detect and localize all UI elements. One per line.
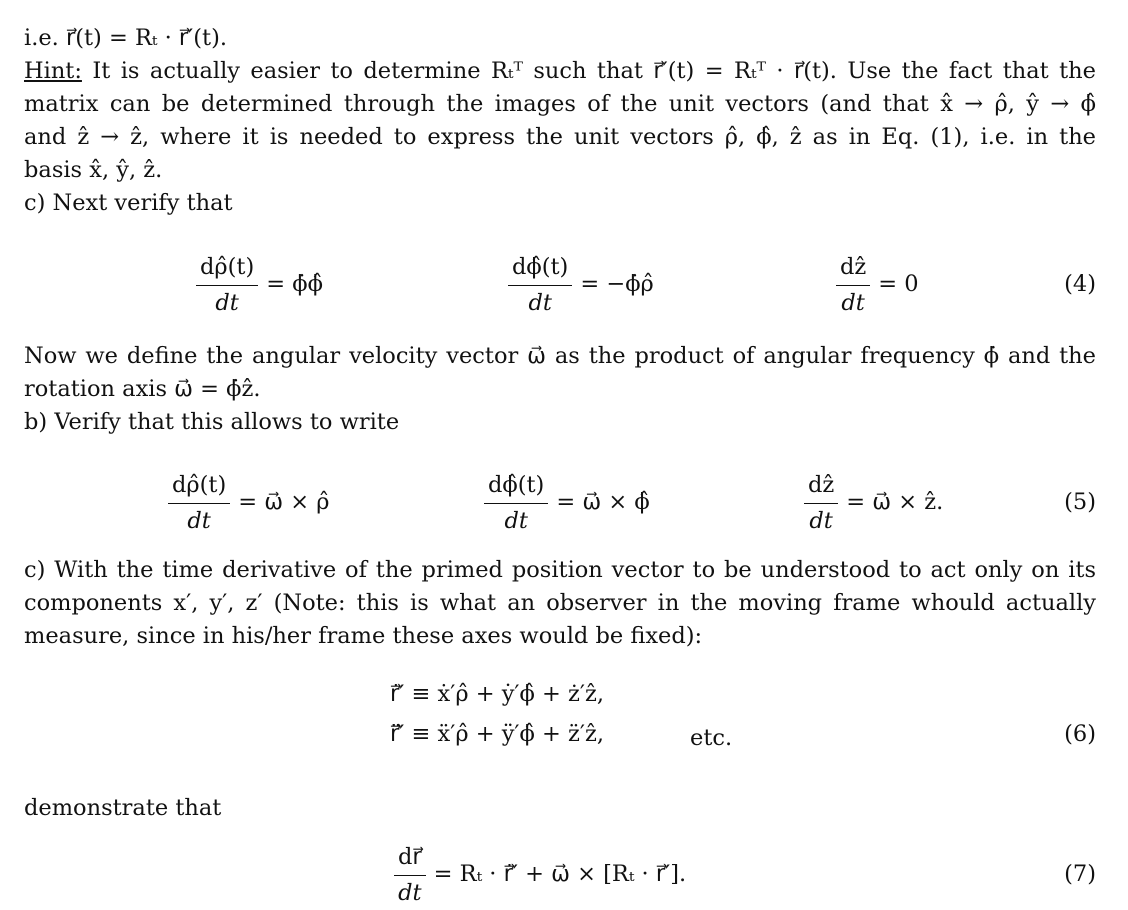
eq5-c-numerator: dẑ [804, 471, 838, 504]
text-line-13: demonstrate that [24, 795, 222, 821]
text-line-10: c) With the time derivative of the primed position vector to be understood to act only on its [24, 557, 1096, 583]
text-line-8: rotation axis ω⃗ = ϕ̇ẑ. [24, 376, 261, 402]
eq5-c-denominator: dt [809, 507, 833, 534]
hint-line [24, 55, 1096, 87]
text-line-12: measure, since in his/her frame these axes would be fixed): [24, 623, 703, 649]
eq4-c-denominator: dt [841, 289, 865, 316]
text-line-6: c) Next verify that [24, 190, 233, 216]
text-line-3: matrix can be determined through the images of the unit vectors (and that x̂ → ρ̂, ŷ → ϕ̂ [24, 91, 1096, 117]
eq7-rhs: = Rₜ · r⃗̇′ + ω⃗ × [Rₜ · r⃗′]. [433, 861, 687, 887]
eq4-b-denominator: dt [528, 289, 552, 316]
equation-6 [24, 678, 1096, 758]
eq4-part-a [196, 254, 323, 314]
eq5-b-denominator: dt [504, 507, 528, 534]
eq5-a-numerator: dρ̂(t) [168, 471, 230, 504]
eq6-number: (6) [1064, 721, 1096, 747]
equation-5 [24, 472, 1096, 532]
eq6-line-1: r⃗̇′ ≡ ẋ′ρ̂ + ẏ′ϕ̂ + ż′ẑ, [390, 681, 604, 707]
eq4-a-rhs: = ϕ̇ϕ̂ [266, 271, 323, 297]
equation-4 [24, 254, 1096, 314]
eq4-c-rhs: = 0 [878, 271, 919, 297]
text-line-11: components x′, y′, z′ (Note: this is what an observer in the moving frame whould actually [24, 590, 1096, 616]
eq5-c-fraction [804, 471, 838, 534]
eq5-part-a [168, 472, 329, 532]
eq4-c-numerator: dẑ [836, 253, 870, 286]
eq4-number: (4) [1064, 271, 1096, 297]
eq6-etc: etc. [690, 725, 733, 751]
eq5-number: (5) [1064, 489, 1096, 515]
eq7-fraction [394, 843, 426, 906]
eq6-line-2: r⃗̈′ ≡ ẍ′ρ̂ + ÿ′ϕ̂ + z̈′ẑ, [390, 721, 604, 747]
eq7-numerator: dr⃗ [394, 843, 426, 876]
eq5-a-fraction [168, 471, 230, 534]
eq4-a-denominator: dt [215, 289, 239, 316]
eq5-b-numerator: dϕ̂(t) [484, 471, 548, 504]
eq5-b-fraction [484, 471, 548, 534]
eq4-b-rhs: = −ϕ̇ρ̂ [580, 271, 654, 297]
text-line-9: b) Verify that this allows to write [24, 409, 400, 435]
eq4-part-b [508, 254, 654, 314]
hint-label: Hint: [24, 58, 82, 84]
eq4-a-numerator: dρ̂(t) [196, 253, 258, 286]
eq7-body [394, 844, 686, 904]
eq4-b-numerator: dϕ̂(t) [508, 253, 572, 286]
eq5-b-rhs: = ω⃗ × ϕ̂ [556, 489, 650, 515]
eq7-number: (7) [1064, 861, 1096, 887]
eq7-denominator: dt [398, 879, 422, 906]
eq4-b-fraction [508, 253, 572, 316]
eq4-a-fraction [196, 253, 258, 316]
eq5-part-c [804, 472, 943, 532]
text-line-1: i.e. r⃗(t) = Rₜ · r⃗′(t). [24, 25, 228, 51]
eq5-part-b [484, 472, 650, 532]
eq4-part-c [836, 254, 919, 314]
equation-7 [24, 844, 1096, 904]
eq5-c-rhs: = ω⃗ × ẑ. [846, 489, 944, 515]
text-line-7: Now we define the angular velocity vector ω⃗ as the product of angular frequency ϕ̇ and the [24, 343, 1096, 369]
hint-text: It is actually easier to determine Rₜᵀ such that r⃗′(t) = Rₜᵀ · r⃗(t). Use the fact that the [92, 58, 1096, 84]
eq5-a-rhs: = ω⃗ × ρ̂ [238, 489, 330, 515]
eq4-c-fraction [836, 253, 870, 316]
eq5-a-denominator: dt [187, 507, 211, 534]
text-line-5: basis x̂, ŷ, ẑ. [24, 157, 163, 183]
text-line-4: and ẑ → ẑ, where it is needed to express the unit vectors ρ̂, ϕ̂, ẑ as in Eq. (1), i.e. in the [24, 124, 1096, 150]
